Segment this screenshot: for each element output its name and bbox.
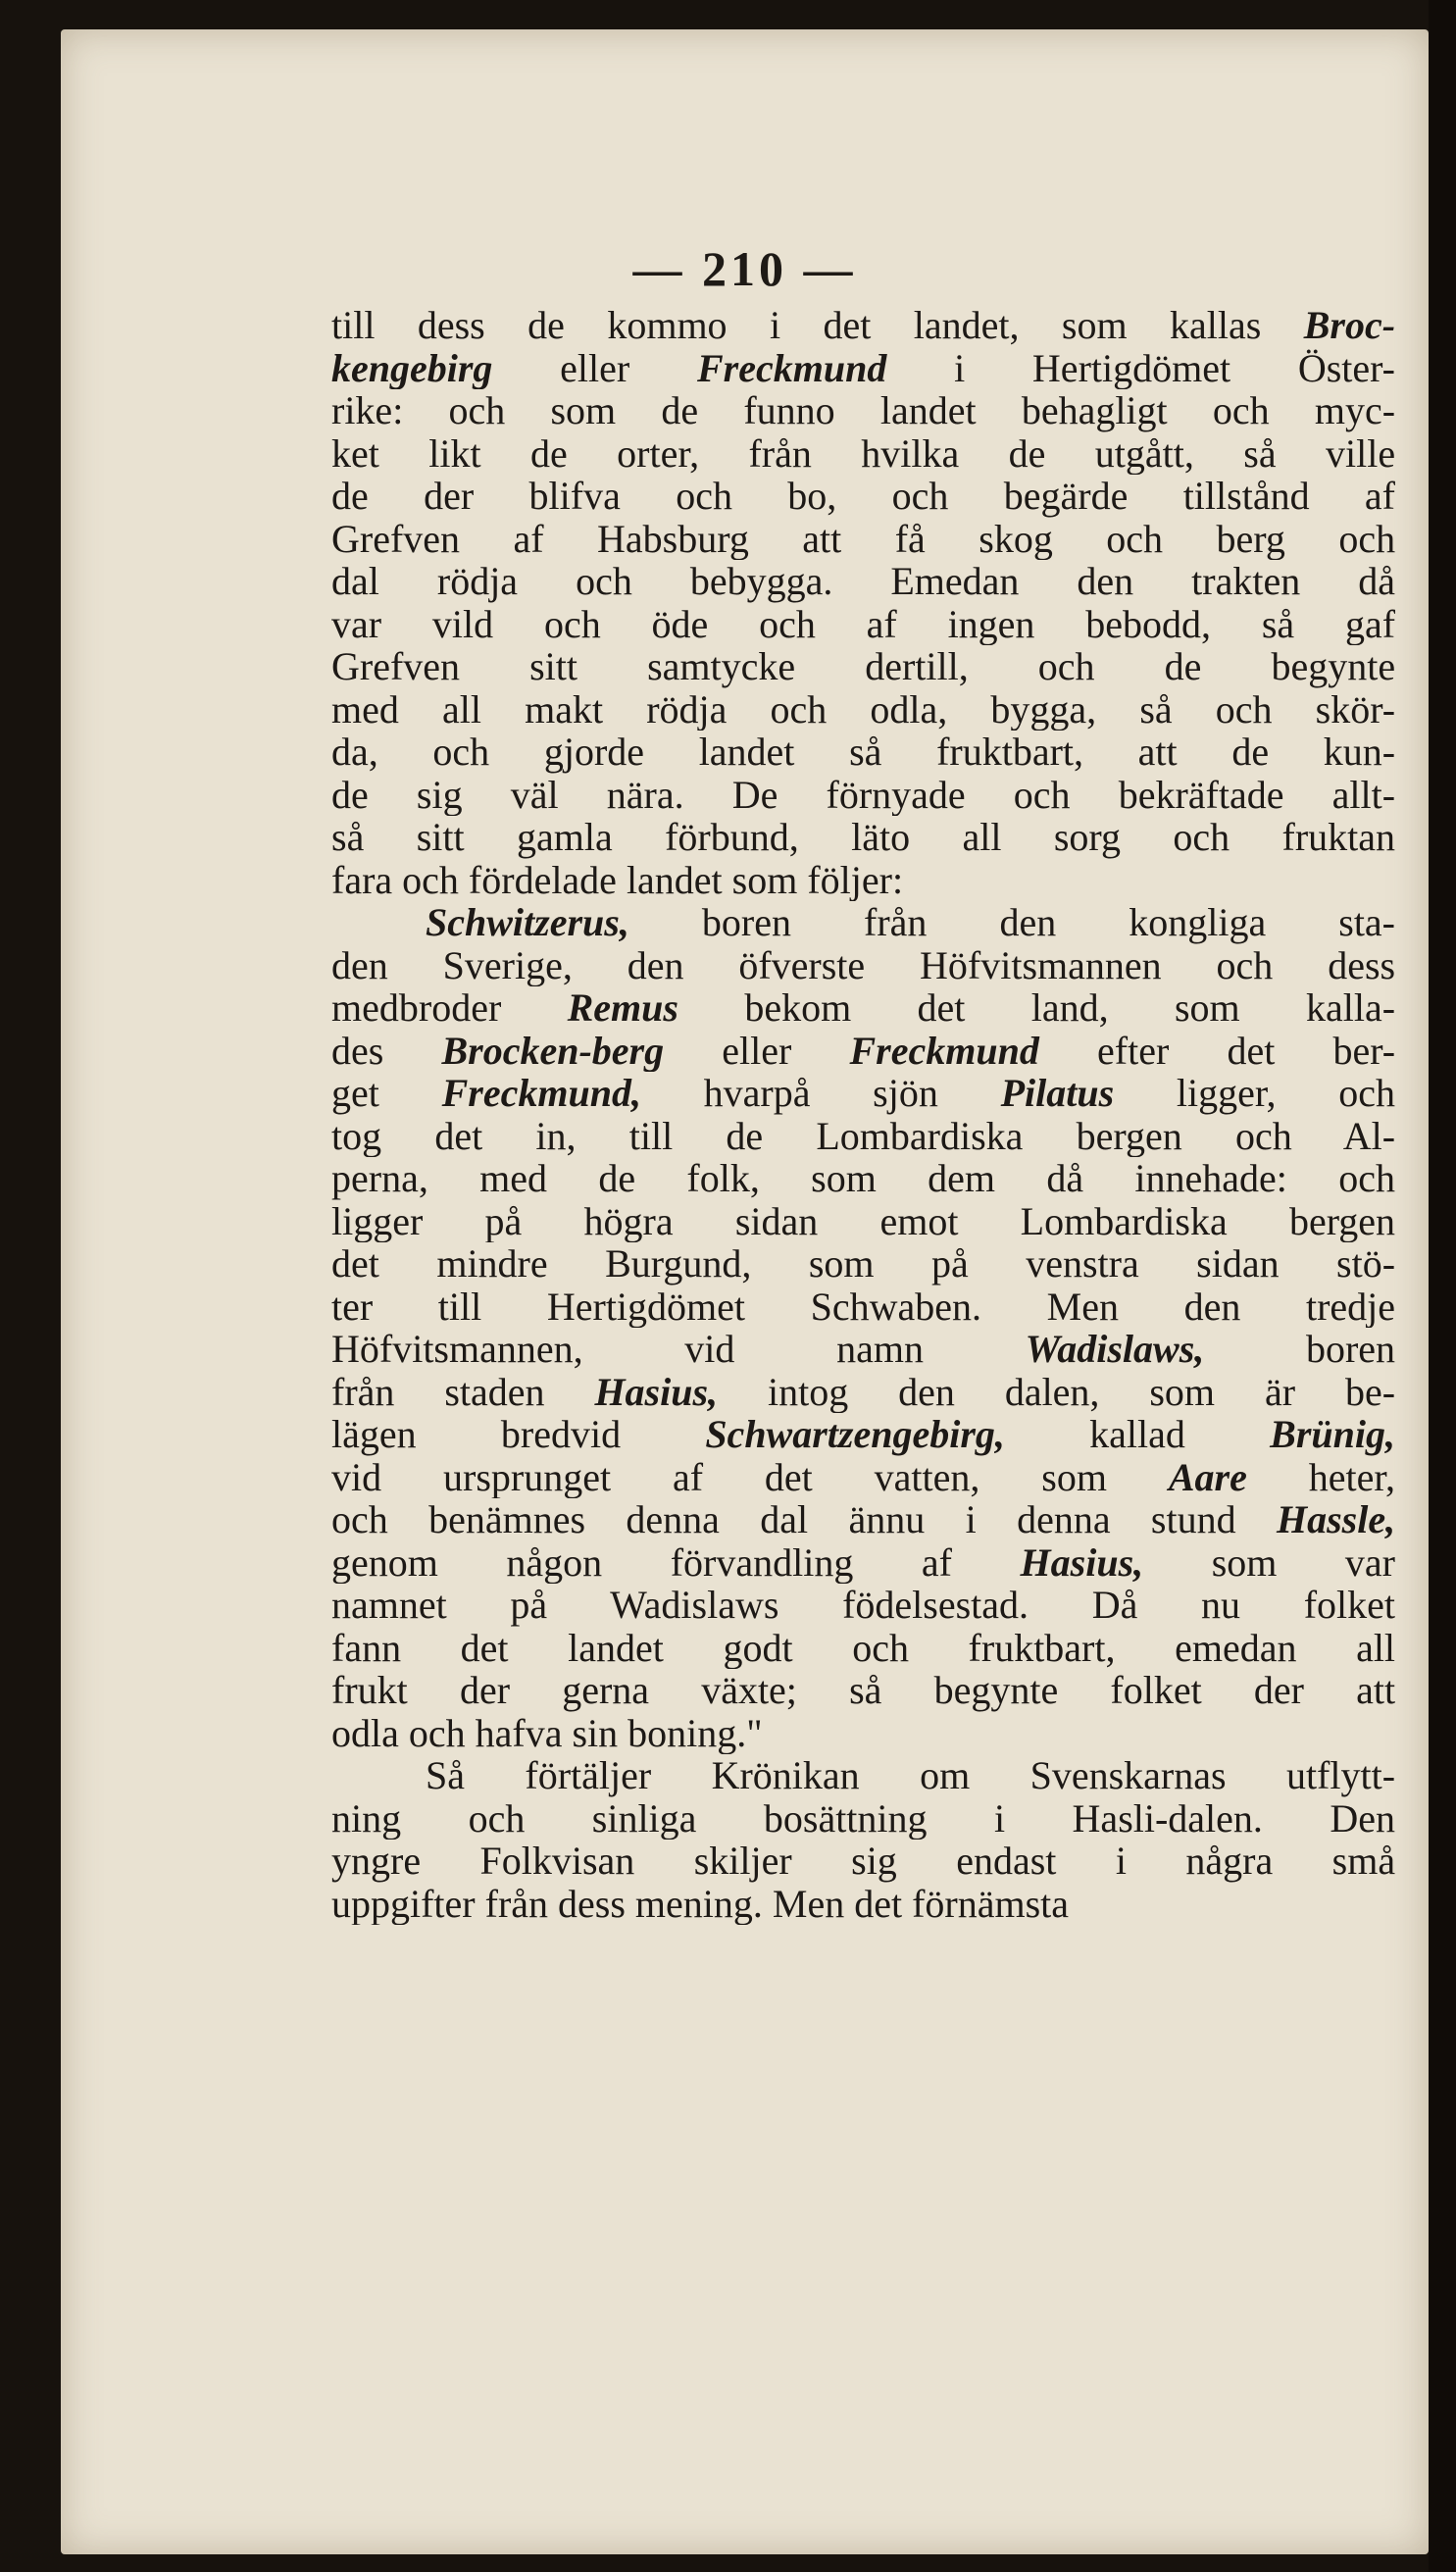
emphasized-name: Freckmund: [696, 346, 887, 389]
text-line: Höfvitsmannen, vid namn Wadislaws, boren: [331, 1328, 1395, 1371]
emphasized-name: Brünig,: [1270, 1413, 1395, 1456]
text-line: det mindre Burgund, som på venstra sidan stö-: [331, 1242, 1395, 1286]
text-line: till dess de kommo i det landet, som kallas Broc-: [331, 304, 1395, 347]
emphasized-name: Brocken-berg: [441, 1029, 665, 1072]
body-text: [331, 304, 1395, 1925]
text-line: rike: och som de funno landet behagligt och myc-: [331, 389, 1395, 432]
page-number: — 210 —: [632, 241, 857, 296]
text-line: ket likt de orter, från hvilka de utgått, så ville: [331, 431, 1395, 475]
text-line: namnet på Wadislaws födelsestad. Då nu folket: [331, 1584, 1395, 1627]
text-line: fann det landet godt och fruktbart, emedan all: [331, 1626, 1395, 1669]
emphasized-name: Pilatus: [1000, 1072, 1115, 1115]
text-line: dal rödja och bebygga. Emedan den trakten då: [331, 560, 1395, 603]
emphasized-name: kengebirg: [331, 346, 493, 389]
text-line: kengebirg eller Freckmund i Hertigdömet Öster-: [331, 346, 1395, 389]
emphasized-name: Broc-: [1303, 304, 1395, 347]
text-line: lägen bredvid Schwartzengebirg, kallad Brünig,: [331, 1413, 1395, 1456]
text-line: ter till Hertigdömet Schwaben. Men den tredje: [331, 1285, 1395, 1328]
text-line: den Sverige, den öfverste Höfvitsmannen och dess: [331, 943, 1395, 986]
text-line: uppgifter från dess mening. Men det förnämsta: [331, 1882, 1070, 1925]
emphasized-name: Hasius,: [594, 1370, 719, 1413]
emphasized-name: Wadislaws,: [1025, 1328, 1205, 1371]
text-line: des Brocken-berg eller Freckmund efter det ber-: [331, 1029, 1395, 1072]
text-line: med all makt rödja och odla, bygga, så och skör-: [331, 687, 1395, 731]
text-line: medbroder Remus bekom det land, som kalla-: [331, 986, 1395, 1030]
text-line: tog det in, till de Lombardiska bergen och Al-: [331, 1114, 1395, 1157]
text-line: och benämnes denna dal ännu i denna stund Hassle,: [331, 1498, 1395, 1541]
text-line: ning och sinliga bosättning i Hasli-dalen. Den: [331, 1796, 1395, 1840]
emphasized-name: Remus: [567, 986, 678, 1030]
text-line: de sig väl nära. De förnyade och bekräftade allt-: [331, 773, 1395, 816]
emphasized-name: Schwartzengebirg,: [705, 1413, 1005, 1456]
text-line: Schwitzerus, boren från den kongliga sta-: [426, 901, 1395, 944]
text-line: da, och gjorde landet så fruktbart, att de kun-: [331, 731, 1395, 774]
emphasized-name: Freckmund: [849, 1029, 1039, 1072]
text-line: frukt der gerna växte; så begynte folket der att: [331, 1669, 1395, 1712]
text-line: Grefven sitt samtycke dertill, och de begynte: [331, 645, 1395, 688]
emphasized-name: Freckmund,: [441, 1072, 641, 1115]
emphasized-name: Hasius,: [1020, 1540, 1144, 1584]
text-line: vid ursprunget af det vatten, som Aare heter,: [331, 1455, 1395, 1498]
text-line: från staden Hasius, intog den dalen, som är be-: [331, 1370, 1395, 1413]
text-line: get Freckmund, hvarpå sjön Pilatus ligger, och: [331, 1072, 1395, 1115]
text-line: ligger på högra sidan emot Lombardiska bergen: [331, 1199, 1395, 1242]
text-line: fara och fördelade landet som följer:: [331, 858, 904, 901]
emphasized-name: Aare: [1168, 1455, 1247, 1498]
text-line: Så förtäljer Krönikan om Svenskarnas utflytt-: [426, 1754, 1395, 1797]
text-line: de der blifva och bo, och begärde tillstånd af: [331, 475, 1395, 518]
text-line: yngre Folkvisan skiljer sig endast i några små: [331, 1840, 1395, 1883]
page-edge-shadow: [1429, 0, 1456, 2572]
text-line: perna, med de folk, som dem då innehade: och: [331, 1157, 1395, 1200]
text-line: odla och hafva sin boning.": [331, 1711, 763, 1754]
text-line: Grefven af Habsburg att få skog och berg och: [331, 517, 1395, 560]
text-line: var vild och öde och af ingen bebodd, så gaf: [331, 602, 1395, 645]
emphasized-name: Schwitzerus,: [426, 901, 629, 944]
emphasized-name: Hassle,: [1276, 1498, 1395, 1541]
text-line: genom någon förvandling af Hasius, som var: [331, 1540, 1395, 1584]
text-line: så sitt gamla förbund, läto all sorg och fruktan: [331, 816, 1395, 859]
